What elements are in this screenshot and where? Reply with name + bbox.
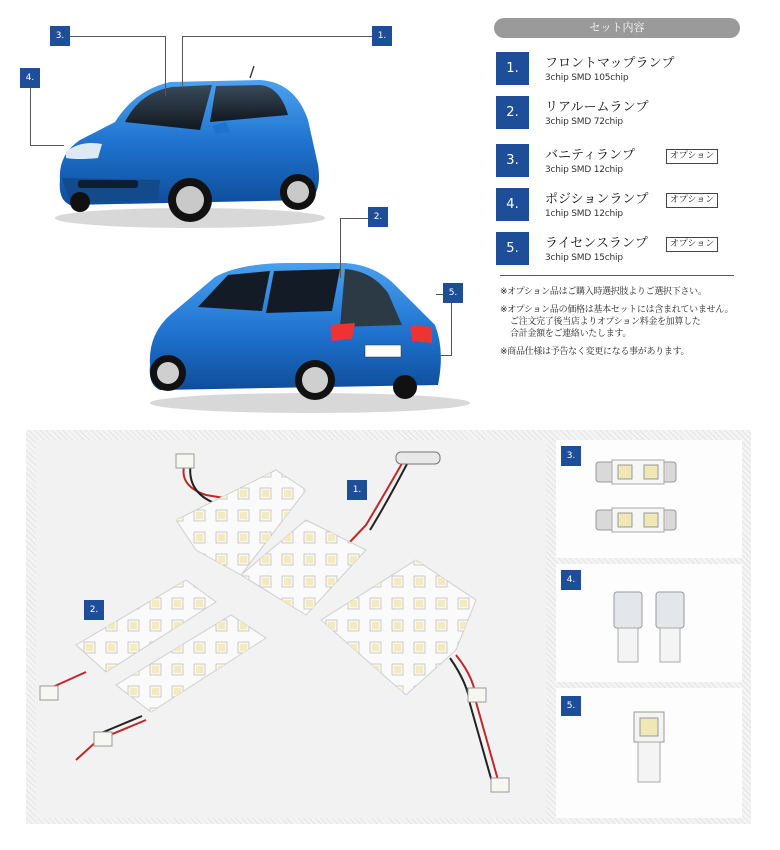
note-option-price-line2: ご注文完了後当店よりオプション料金を加算した [510,317,701,327]
item-spec: 3chip SMD 72chip [545,117,623,127]
note-option-price [500,304,760,340]
item-number: 1. [496,52,529,85]
item-number: 4. [496,188,529,221]
position-lamp-photo [556,564,742,682]
list-item [494,52,740,92]
photo-tag-3: 3. [561,446,581,466]
item-name: フロントマップランプ [545,56,675,71]
panel-title: セット内容 [494,18,740,38]
led-panels-image [36,440,546,818]
item-name: バニティランプ [545,148,635,163]
leader-line-3 [70,36,166,96]
item-number: 2. [496,96,529,129]
note-spec-change: ※商品仕様は予告なく変更になる事があります。 [500,347,690,357]
item-name: リアルームランプ [545,100,649,115]
note-option-price-line3: 合計金額をご連絡いたします。 [510,329,632,339]
tag-4: 4. [20,68,40,88]
item-name: ライセンスランプ [545,236,648,251]
option-badge: オプション [666,237,718,252]
leader-line-2 [340,218,368,278]
license-lamp-photo [556,688,742,818]
tag-1: 1. [372,26,392,46]
photo-tag-5: 5. [561,696,581,716]
photo-tag-1: 1. [347,480,367,500]
position-bulbs-image [556,564,742,682]
panel-divider [500,275,734,276]
item-spec: 3chip SMD 105chip [545,73,629,83]
option-badge: オプション [666,149,718,164]
vanity-bulbs-image [556,440,742,558]
set-contents-list [494,52,740,282]
item-spec: 3chip SMD 12chip [545,165,623,175]
leader-line-1 [182,36,372,86]
note-option-select: ※オプション品はご購入時選択肢よりご選択下さい。 [500,287,707,297]
item-number: 3. [496,144,529,177]
list-item [494,96,740,136]
option-badge: オプション [666,193,718,208]
photo-tag-2: 2. [84,600,104,620]
leader-line-5 [436,294,452,356]
item-name: ポジションランプ [545,192,649,207]
photo-tag-4: 4. [561,570,581,590]
tag-2: 2. [368,207,388,227]
item-spec: 1chip SMD 12chip [545,209,623,219]
item-spec: 3chip SMD 15chip [545,253,623,263]
list-item [494,144,740,184]
license-bulb-image [556,688,742,818]
list-item [494,188,740,228]
vanity-lamp-photo [556,440,742,558]
main-product-photo [36,440,546,818]
set-contents-panel [494,18,740,38]
note-option-price-line1: ※オプション品の価格は基本セットには含まれていません。 [500,305,734,315]
list-item [494,232,740,272]
item-number: 5. [496,232,529,265]
tag-5: 5. [443,283,463,303]
leader-line-4 [30,86,64,146]
car-rear-image [140,255,470,415]
tag-3: 3. [50,26,70,46]
notes-block [500,286,760,364]
car-illustration-area [0,0,480,420]
